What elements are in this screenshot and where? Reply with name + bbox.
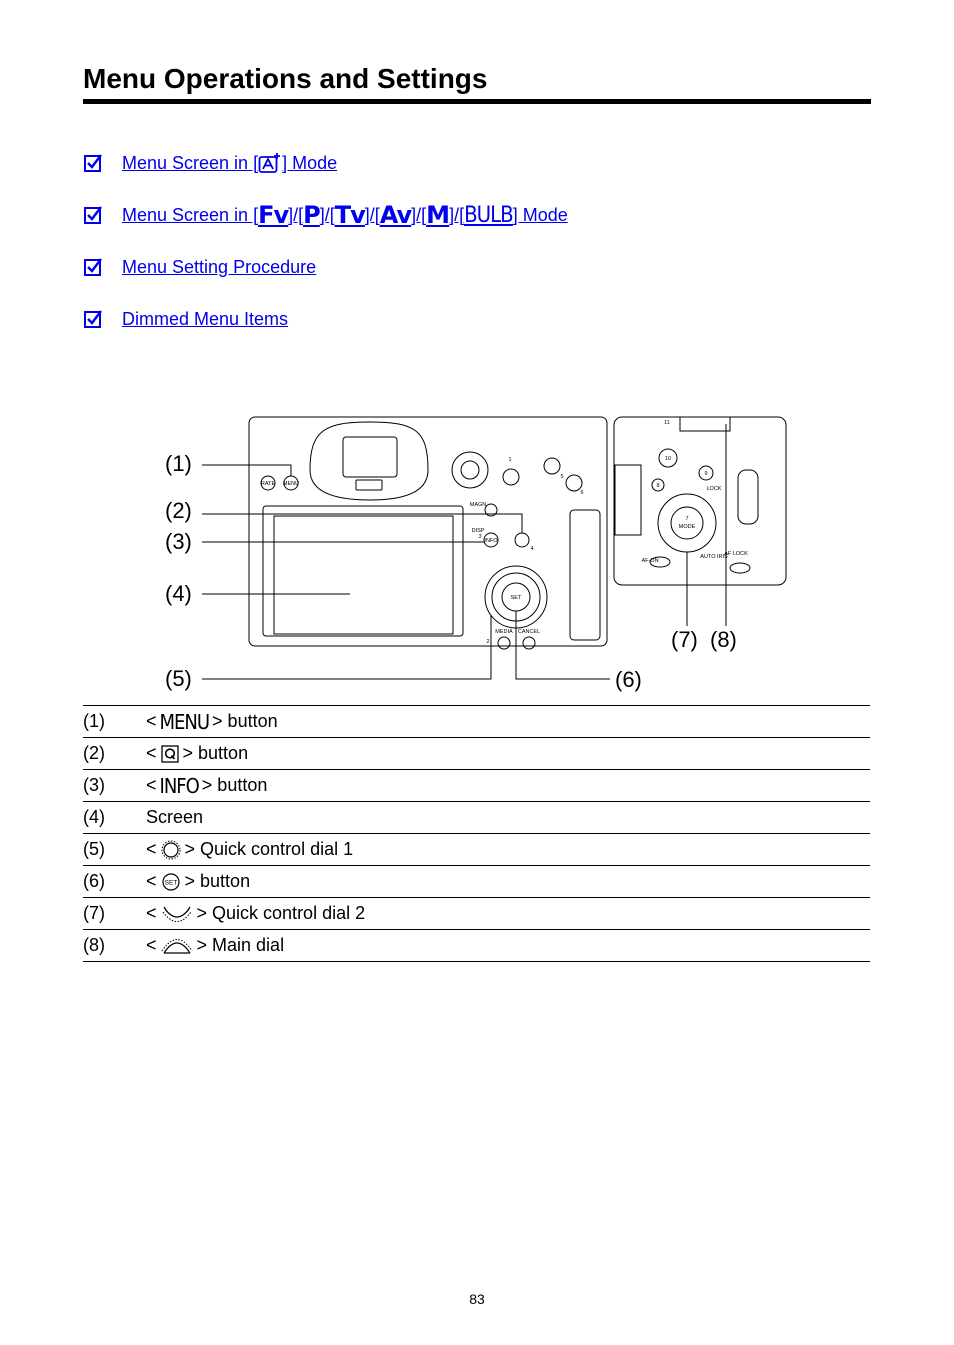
part-number: (2) bbox=[83, 738, 146, 770]
toc-item bbox=[83, 254, 316, 280]
camera-label-3: 3 bbox=[478, 534, 482, 540]
part-description: < MENU > button bbox=[146, 706, 870, 738]
quick-control-dial-1-icon bbox=[160, 839, 182, 861]
title-rule bbox=[83, 99, 871, 104]
parts-table bbox=[83, 705, 870, 962]
camera-label-menu: MENU bbox=[282, 481, 300, 487]
toc-link-prefix: Menu Screen in [ bbox=[122, 152, 259, 173]
table-row bbox=[83, 738, 870, 770]
camera-label-5: 5 bbox=[560, 474, 564, 480]
callout-4: (4) bbox=[165, 581, 192, 606]
camera-label-7: 7 bbox=[685, 516, 689, 522]
camera-label-mode: MODE bbox=[678, 524, 696, 530]
camera-label-af-lock: AF LOCK bbox=[724, 551, 748, 557]
toc-item bbox=[83, 202, 568, 228]
camera-body-outline bbox=[249, 417, 607, 646]
camera-label-lock: LOCK bbox=[706, 486, 722, 492]
page-title: Menu Operations and Settings bbox=[83, 63, 488, 94]
check-box-icon bbox=[83, 257, 103, 277]
callout-5: (5) bbox=[165, 666, 192, 691]
part-number: (8) bbox=[83, 930, 146, 962]
part-description: < > Quick control dial 1 bbox=[146, 834, 870, 866]
camera-label-cancel: CANCEL bbox=[517, 629, 541, 635]
part-description: < SET > button bbox=[146, 866, 870, 898]
info-button-glyph: INFO bbox=[159, 773, 199, 798]
table-row bbox=[83, 866, 870, 898]
camera-back-drawing bbox=[160, 410, 800, 700]
table-row bbox=[83, 834, 870, 866]
part-description: Screen bbox=[146, 802, 870, 834]
main-dial-icon bbox=[160, 935, 194, 957]
camera-label-4: 4 bbox=[530, 546, 534, 552]
part-number: (3) bbox=[83, 770, 146, 802]
menu-button-glyph: MENU bbox=[159, 709, 210, 734]
camera-label-info: INFO bbox=[484, 538, 498, 544]
toc-link-prefix: Menu Screen in [ bbox=[122, 204, 259, 225]
camera-label-9: 9 bbox=[704, 471, 708, 477]
camera-label-media: MEDIA bbox=[495, 629, 513, 635]
part-number: (1) bbox=[83, 706, 146, 738]
toc-item bbox=[83, 306, 288, 332]
part-number: (4) bbox=[83, 802, 146, 834]
toc-link-scene-intelligent-auto[interactable] bbox=[122, 152, 337, 174]
table-row bbox=[83, 930, 870, 962]
set-button-icon bbox=[160, 871, 182, 893]
toc-item bbox=[83, 150, 337, 176]
callout-2: (2) bbox=[165, 498, 192, 523]
table-row bbox=[83, 706, 870, 738]
mode-fv: Fv bbox=[258, 201, 289, 229]
toc-link-suffix: ] Mode bbox=[282, 152, 338, 173]
camera-label-disp: DISP bbox=[471, 528, 485, 534]
part-description: < > Quick control dial 2 bbox=[146, 898, 870, 930]
part-number: (5) bbox=[83, 834, 146, 866]
mode-m: M bbox=[426, 201, 450, 229]
part-description: < INFO > button bbox=[146, 770, 870, 802]
part-description: < > button bbox=[146, 738, 870, 770]
quick-control-dial-2-icon bbox=[160, 903, 194, 925]
check-box-icon bbox=[83, 205, 103, 225]
part-description: < > Main dial bbox=[146, 930, 870, 962]
part-number: (6) bbox=[83, 866, 146, 898]
camera-label-2: 2 bbox=[486, 639, 490, 645]
mode-av: Av bbox=[379, 201, 412, 229]
camera-label-af-on: AF-ON bbox=[641, 558, 659, 564]
page-number: 83 bbox=[469, 1291, 485, 1307]
camera-label-auto-iris: AUTO IRIS bbox=[700, 554, 728, 560]
check-box-icon bbox=[83, 309, 103, 329]
camera-label-6: 6 bbox=[580, 490, 584, 496]
quick-control-q-icon bbox=[160, 744, 180, 764]
toc-link-dimmed-menu-items[interactable]: Dimmed Menu Items bbox=[122, 308, 289, 329]
table-row bbox=[83, 898, 870, 930]
scene-intelligent-auto-icon bbox=[258, 152, 282, 174]
toc-link-menu-setting-procedure[interactable]: Menu Setting Procedure bbox=[122, 256, 317, 277]
camera-label-10: 10 bbox=[664, 456, 672, 462]
camera-label-set: SET bbox=[510, 595, 522, 601]
camera-label-11: 11 bbox=[664, 420, 670, 426]
part-number: (7) bbox=[83, 898, 146, 930]
toc-link-shooting-modes[interactable]: Menu Screen in [ Fv ]/[ P ]/[ Tv ]/[ Av ]/[ M ]/[ BULB ] Mode bbox=[122, 201, 568, 229]
camera-label-1: 1 bbox=[508, 457, 512, 463]
table-row bbox=[83, 802, 870, 834]
toc-link-suffix: ] Mode bbox=[512, 204, 568, 225]
callout-6: (6) bbox=[615, 667, 642, 692]
callout-7: (7) bbox=[671, 627, 698, 652]
camera-label-magn: MAGN bbox=[469, 502, 487, 508]
camera-label-rate: RATE bbox=[260, 481, 276, 487]
camera-label-8: 8 bbox=[656, 483, 660, 489]
callout-3: (3) bbox=[165, 529, 192, 554]
check-box-icon bbox=[83, 153, 103, 173]
callout-1: (1) bbox=[165, 451, 192, 476]
mode-bulb: BULB bbox=[464, 202, 513, 228]
table-row bbox=[83, 770, 870, 802]
mode-tv: Tv bbox=[334, 201, 365, 229]
mode-p: P bbox=[303, 201, 320, 229]
camera-back-figure bbox=[160, 410, 800, 700]
svg-text:SET: SET bbox=[164, 879, 177, 886]
callout-8: (8) bbox=[710, 627, 737, 652]
